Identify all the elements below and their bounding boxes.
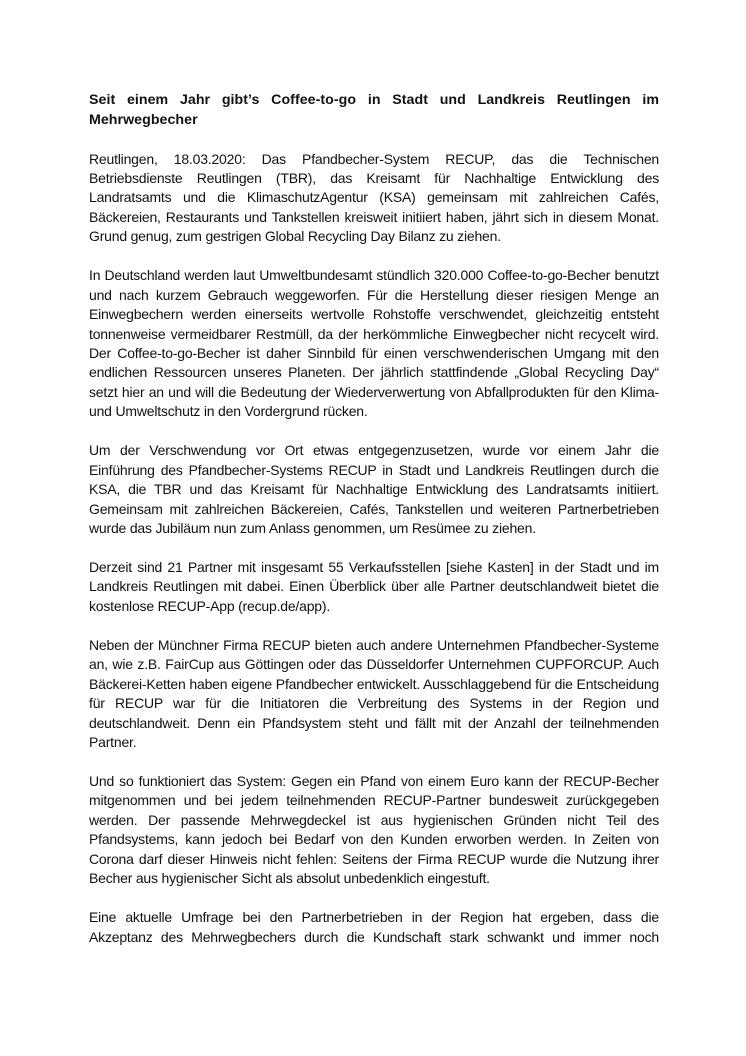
- paragraph-germany-statistics: In Deutschland werden laut Umweltbundesamt stündlich 320.000 Coffee-to-go-Becher benutzt und nach kurzem Gebrauch weggeworfen. Für die Herstellung dieser riesigen Menge an Einwegbechern werden einerseits wertvolle Rohstoffe verschwendet, gleichzeitig entsteht tonnenweise vermeidbarer Restmüll, da der herkömmliche Einwegbecher nicht recycelt wird. Der Coffee-to-go-Becher ist daher Sinnbild für einen verschwenderischen Umgang mit den endlichen Ressourcen unseres Planeten. Der jährlich stattfindende „Global Recycling Day“ setzt hier an und will die Bedeutung der Wiederverwertung von Abfallprodukten für den Klima- und Umweltschutz in den Vordergrund rücken.: [89, 267, 659, 420]
- paragraph-other-systems: Neben der Münchner Firma RECUP bieten auch andere Unternehmen Pfandbecher-Systeme an, wie z.B. FairCup aus Göttingen oder das Düsseldorfer Unternehmen CUPFORCUP. Auch Bäckerei-Ketten haben eigene Pfandbecher entwickelt. Ausschlaggebend für die Entscheidung für RECUP war für die Initiatoren die Verbreitung des Systems in der Region und deutschlandweit. Denn ein Pfandsystem steht und fällt mit der Anzahl der teilnehmenden Partner.: [89, 636, 659, 751]
- document-title: Seit einem Jahr gibt’s Coffee-to-go in Stadt und Landkreis Reutlingen im Mehrwegbecher: [89, 92, 659, 128]
- paragraph-partners: Derzeit sind 21 Partner mit insgesamt 55 Verkaufsstellen [siehe Kasten] in der Stadt und im Landkreis Reutlingen mit dabei. Einen Überblick über alle Partner deutschlandweit bietet die kostenlose RECUP-App (recup.de/app).: [89, 558, 659, 614]
- paragraph-survey: Eine aktuelle Umfrage bei den Partnerbetrieben in der Region hat ergeben, dass die Akzeptanz des Mehrwegbechers durch die Kundschaft stark schwankt und immer noch: [89, 909, 659, 945]
- paragraph-intro: Reutlingen, 18.03.2020: Das Pfandbecher-System RECUP, das die Technischen Betriebsdienste Reutlingen (TBR), das Kreisamt für Nachhaltige Entwicklung des Landratsamts und die KlimaschutzAgentur (KSA) gemeinsam mit zahlreichen Cafés, Bäckereien, Restaurants und Tankstellen kreisweit initiiert haben, jährt sich in diesem Monat. Grund genug, zum gestrigen Global Recycling Day Bilanz zu ziehen.: [89, 150, 659, 245]
- paragraph-how-it-works: Und so funktioniert das System: Gegen ein Pfand von einem Euro kann der RECUP-Becher mitgenommen und bei jedem teilnehmenden RECUP-Partner bundesweit zurückgegeben werden. Der passende Mehrwegdeckel ist aus hygienischen Gründen nicht Teil des Pfandsystems, kann jedoch bei Bedarf von den Kunden erworben werden. In Zeiten von Corona darf dieser Hinweis nicht fehlen: Seitens der Firma RECUP wurde die Nutzung ihrer Becher aus hygienischer Sicht als absolut unbedenklich eingestuft.: [89, 772, 659, 887]
- document-page: [89, 91, 659, 966]
- paragraph-introduction-recup: Um der Verschwendung vor Ort etwas entgegenzusetzen, wurde vor einem Jahr die Einführung des Pfandbecher-Systems RECUP in Stadt und Landkreis Reutlingen durch die KSA, die TBR und das Kreisamt für Nachhaltige Entwicklung des Landratsamts initiiert. Gemeinsam mit zahlreichen Bäckereien, Cafés, Tankstellen und weiteren Partnerbetrieben wurde das Jubiläum nun zum Anlass genommen, um Resümee zu ziehen.: [89, 442, 659, 537]
